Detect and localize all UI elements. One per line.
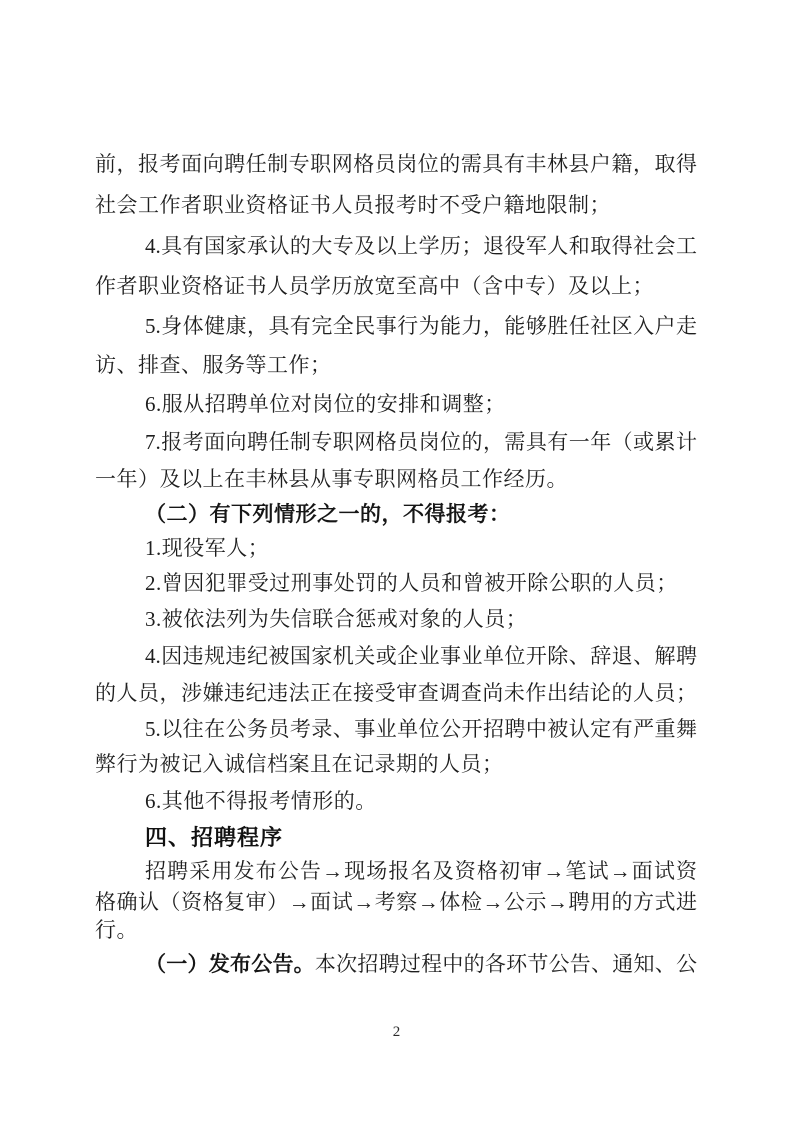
paragraph-line: 招聘采用发布公告→现场报名及资格初审→笔试→面试资	[145, 859, 697, 883]
paragraph-text: 本次招聘过程中的各环节公告、通知、公	[314, 952, 697, 976]
page-number: 2	[392, 1024, 401, 1040]
list-item-line: 4.因违规违纪被国家机关或企业事业单位开除、辞退、解聘	[145, 644, 697, 668]
list-item-line: 5.身体健康，具有完全民事行为能力，能够胜任社区入户走	[145, 314, 697, 338]
paragraph-line: 访、排查、服务等工作；	[95, 353, 332, 377]
paragraph-line: 一年）及以上在丰林县从事专职网格员工作经历。	[95, 467, 568, 491]
paragraph-line: 前，报考面向聘任制专职网格员岗位的需具有丰林县户籍，取得	[95, 152, 697, 176]
list-item-line: 6.其他不得报考情形的。	[145, 789, 377, 813]
paragraph-line: 作者职业资格证书人员学历放宽至高中（含中专）及以上；	[95, 274, 654, 298]
list-item-line: 5.以往在公务员考录、事业单位公开招聘中被认定有严重舞	[145, 717, 697, 741]
paragraph-line: 格确认（资格复审）→面试→考察→体检→公示→聘用的方式进	[95, 890, 697, 914]
paragraph-line: 的人员，涉嫌违纪违法正在接受审查调查尚未作出结论的人员；	[95, 681, 697, 705]
subsection-heading: （二）有下列情形之一的，不得报考：	[145, 502, 511, 526]
paragraph-line: 行。	[95, 918, 138, 942]
paragraph-line: 社会工作者职业资格证书人员报考时不受户籍地限制；	[95, 193, 611, 217]
list-item-line: 4.具有国家承认的大专及以上学历；退役军人和取得社会工	[145, 234, 697, 258]
section-heading: 四、招聘程序	[145, 825, 284, 850]
list-item-line: 6.服从招聘单位对岗位的安排和调整；	[145, 392, 506, 416]
list-item-line: 3.被依法列为失信联合惩戒对象的人员；	[145, 607, 528, 631]
list-item-line: 2.曾因犯罪受过刑事处罚的人员和曾被开除公职的人员；	[145, 571, 678, 595]
paragraph-line	[95, 949, 697, 979]
subsection-lead: （一）发布公告。	[145, 952, 315, 976]
list-item-line: 7.报考面向聘任制专职网格员岗位的，需具有一年（或累计	[145, 430, 697, 454]
paragraph-line: 弊行为被记入诚信档案且在记录期的人员；	[95, 752, 504, 776]
list-item-line: 1.现役军人；	[145, 536, 270, 560]
